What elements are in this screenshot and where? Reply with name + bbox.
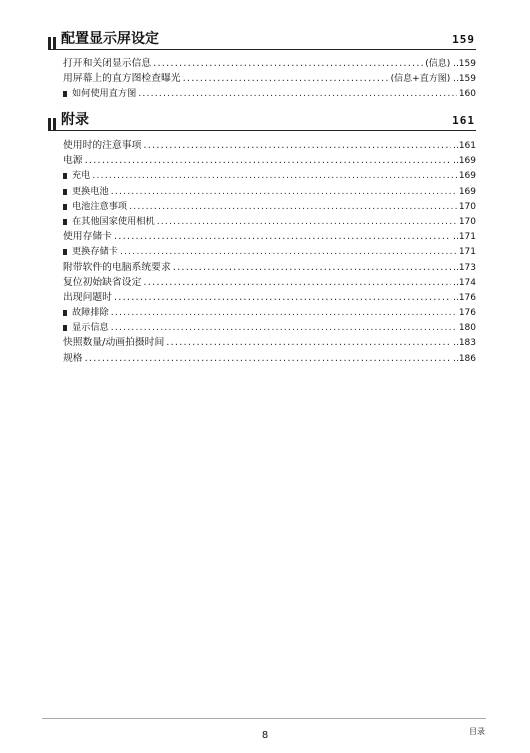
toc-entry-text: 使用时的注意事项 bbox=[63, 140, 142, 151]
toc-entry[interactable] bbox=[63, 138, 476, 153]
leader-dots bbox=[111, 305, 457, 320]
section-bars-icon bbox=[48, 115, 58, 134]
toc-entry-page: 170 bbox=[458, 216, 476, 227]
toc-subentry[interactable] bbox=[63, 214, 476, 229]
toc-entry[interactable] bbox=[63, 71, 476, 86]
toc-entry-text: 快照数量/动画拍摄时间 bbox=[63, 337, 165, 349]
toc-entry-text: 打开和关闭显示信息 bbox=[63, 58, 152, 69]
toc-subentry[interactable] bbox=[63, 305, 476, 320]
toc-entry-page: 169 bbox=[458, 171, 476, 182]
toc-entry-text: 电池注意事项 bbox=[72, 200, 128, 212]
toc-entry-text: 出现问题时 bbox=[63, 291, 112, 303]
toc-entry-text: 用屏幕上的直方图检查曝光 bbox=[63, 73, 181, 85]
page-number: 8 bbox=[261, 730, 269, 741]
toc-entry-page: ..169 bbox=[453, 156, 476, 167]
toc-entry[interactable] bbox=[63, 56, 476, 71]
leader-dots bbox=[143, 138, 451, 153]
footer-label: 目录 bbox=[469, 727, 485, 736]
section-title: 附录 bbox=[61, 112, 89, 128]
toc-entry-page: (信息) ..159 bbox=[425, 59, 476, 69]
section-page: 159 bbox=[452, 33, 475, 46]
bullet-icon bbox=[63, 325, 67, 331]
section-title: 配置显示屏设定 bbox=[61, 31, 159, 47]
leader-dots bbox=[92, 168, 456, 183]
toc-entry-page: ..183 bbox=[453, 338, 476, 349]
bullet-icon bbox=[63, 219, 67, 225]
section-bars-icon bbox=[48, 34, 58, 53]
toc-entry-text: 电源 bbox=[63, 155, 83, 167]
leader-dots bbox=[143, 275, 451, 290]
toc-entry-text: 使用存储卡 bbox=[63, 231, 112, 243]
toc-entry[interactable] bbox=[63, 229, 476, 244]
toc-entry-text: 充电 bbox=[72, 170, 91, 182]
bullet-icon bbox=[63, 249, 67, 255]
section-header bbox=[48, 112, 476, 131]
leader-dots bbox=[183, 71, 389, 86]
footer-divider bbox=[42, 718, 486, 719]
toc-entry-page: ..174 bbox=[453, 277, 476, 288]
toc-entry-page: 171 bbox=[458, 247, 476, 258]
toc-subentry[interactable] bbox=[63, 168, 476, 183]
toc-entry-page: ..176 bbox=[453, 292, 476, 303]
toc-entry-page: 176 bbox=[458, 308, 476, 319]
leader-dots bbox=[114, 229, 451, 244]
leader-dots bbox=[153, 56, 423, 71]
toc-entry-page: ..173 bbox=[453, 262, 476, 273]
bullet-icon bbox=[63, 91, 67, 97]
leader-dots bbox=[85, 153, 452, 168]
bullet-icon bbox=[63, 204, 67, 210]
toc-entry-text: 更换存储卡 bbox=[72, 246, 118, 258]
leader-dots bbox=[120, 244, 457, 259]
toc-entry[interactable] bbox=[63, 351, 476, 366]
toc-entry-text: 显示信息 bbox=[72, 322, 109, 334]
toc-entry-text: 更换电池 bbox=[72, 185, 109, 197]
leader-dots bbox=[114, 290, 451, 305]
toc-entry-text: 复位初始缺省设定 bbox=[63, 276, 142, 288]
bullet-icon bbox=[63, 310, 67, 316]
leader-dots bbox=[157, 214, 457, 229]
toc-entry[interactable] bbox=[63, 260, 476, 275]
leader-dots bbox=[173, 260, 451, 275]
bullet-icon bbox=[63, 173, 67, 179]
toc-entry[interactable] bbox=[63, 153, 476, 168]
bullet-icon bbox=[63, 189, 67, 195]
toc-entry-page: (信息+直方图) ..159 bbox=[390, 74, 476, 85]
toc-entry-page: 169 bbox=[458, 186, 476, 197]
toc-subentry[interactable] bbox=[63, 320, 476, 335]
leader-dots bbox=[129, 199, 457, 214]
toc-subentry[interactable] bbox=[63, 244, 476, 259]
section-header bbox=[48, 31, 476, 50]
toc-entry-page: ..161 bbox=[453, 141, 476, 151]
toc-subentry[interactable] bbox=[63, 199, 476, 214]
toc-subentry[interactable] bbox=[63, 86, 476, 101]
toc-entry[interactable] bbox=[63, 275, 476, 290]
toc-list bbox=[63, 138, 476, 366]
toc-entry-text: 附带软件的电脑系统要求 bbox=[63, 261, 171, 273]
leader-dots bbox=[85, 351, 452, 366]
leader-dots bbox=[138, 86, 457, 101]
toc-entry[interactable] bbox=[63, 335, 476, 350]
toc-entry-page: 160 bbox=[458, 89, 476, 100]
toc-entry-text: 在其他国家使用相机 bbox=[72, 215, 155, 227]
toc-entry-page: ..186 bbox=[453, 353, 476, 364]
toc-entry-text: 故障排除 bbox=[72, 307, 109, 319]
toc-entry-text: 如何使用直方图 bbox=[72, 88, 137, 100]
toc-entry[interactable] bbox=[63, 290, 476, 305]
leader-dots bbox=[111, 184, 457, 199]
section-page: 161 bbox=[452, 114, 475, 127]
toc-entry-page: 170 bbox=[458, 201, 476, 212]
toc-entry-page: 180 bbox=[458, 323, 476, 334]
toc-list bbox=[63, 56, 476, 102]
leader-dots bbox=[166, 335, 451, 350]
toc-subentry[interactable] bbox=[63, 184, 476, 199]
toc-entry-page: ..171 bbox=[453, 232, 476, 243]
toc-entry-text: 规格 bbox=[63, 352, 83, 364]
leader-dots bbox=[111, 320, 457, 335]
